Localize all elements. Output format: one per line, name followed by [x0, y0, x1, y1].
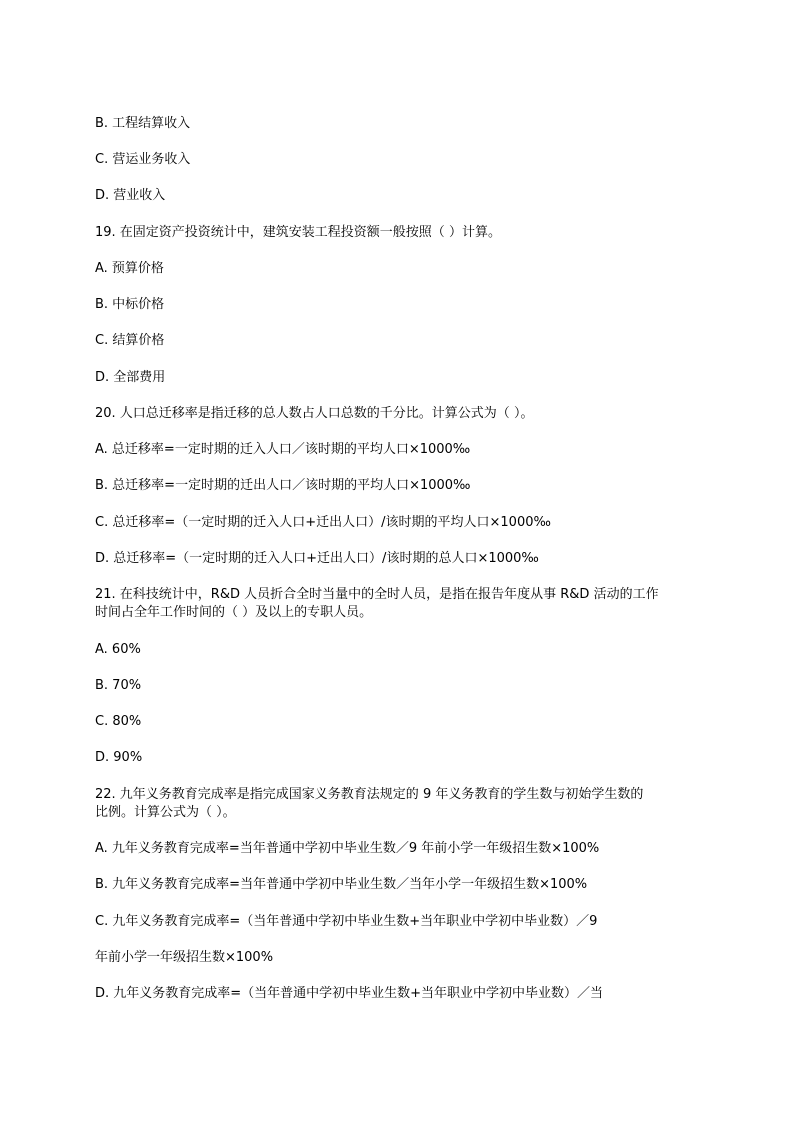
- question-19: 19. 在固定资产投资统计中，建筑安装工程投资额一般按照（ ）计算。: [95, 225, 501, 240]
- option-c-q19: C. 结算价格: [95, 333, 165, 348]
- option-a-q21: A. 60%: [95, 642, 141, 657]
- option-b-q22: B. 九年义务教育完成率=当年普通中学初中毕业生数／当年小学一年级招生数×100%: [95, 877, 588, 892]
- option-c-q18: C. 营运业务收入: [95, 152, 191, 167]
- option-a-q20: A. 总迁移率=一定时期的迁入人口／该时期的平均人口×1000‰: [95, 442, 471, 457]
- option-c-q20: C. 总迁移率=（一定时期的迁入人口+迁出人口）/该时期的平均人口×1000‰: [95, 515, 551, 530]
- option-a-q19: A. 预算价格: [95, 261, 164, 276]
- question-20: 20. 人口总迁移率是指迁移的总人数占人口总数的千分比。计算公式为（ ）。: [95, 406, 534, 421]
- option-d-q20: D. 总迁移率=（一定时期的迁入人口+迁出人口）/该时期的总人口×1000‰: [95, 551, 539, 566]
- option-d-q19: D. 全部费用: [95, 370, 166, 385]
- option-b-q18: B. 工程结算收入: [95, 116, 191, 131]
- option-d-q21: D. 90%: [95, 750, 143, 765]
- question-22-line-1: 22. 九年义务教育完成率是指完成国家义务教育法规定的 9 年义务教育的学生数与初始学生数的: [95, 787, 644, 802]
- question-21-line-2: 时间占全年工作时间的（ ）及以上的专职人员。: [95, 605, 373, 620]
- option-c-q22-line-1: C. 九年义务教育完成率=（当年普通中学初中毕业生数+当年职业中学初中毕业数）／9: [95, 914, 598, 929]
- option-b-q21: B. 70%: [95, 678, 142, 693]
- option-d-q18: D. 营业收入: [95, 188, 166, 203]
- question-22-line-2: 比例。计算公式为（ ）。: [95, 805, 236, 820]
- option-c-q22-line-2: 年前小学一年级招生数×100%: [95, 950, 274, 965]
- option-a-q22: A. 九年义务教育完成率=当年普通中学初中毕业生数／9 年前小学一年级招生数×100%: [95, 841, 600, 856]
- option-c-q21: C. 80%: [95, 714, 142, 729]
- option-d-q22-line-1: D. 九年义务教育完成率=（当年普通中学初中毕业生数+当年职业中学初中毕业数）／当: [95, 986, 604, 1001]
- option-b-q19: B. 中标价格: [95, 297, 165, 312]
- option-b-q20: B. 总迁移率=一定时期的迁出人口／该时期的平均人口×1000‰: [95, 478, 471, 493]
- question-21-line-1: 21. 在科技统计中，R&D 人员折合全时当量中的全时人员，是指在报告年度从事 R&D 活动的工作: [95, 587, 659, 602]
